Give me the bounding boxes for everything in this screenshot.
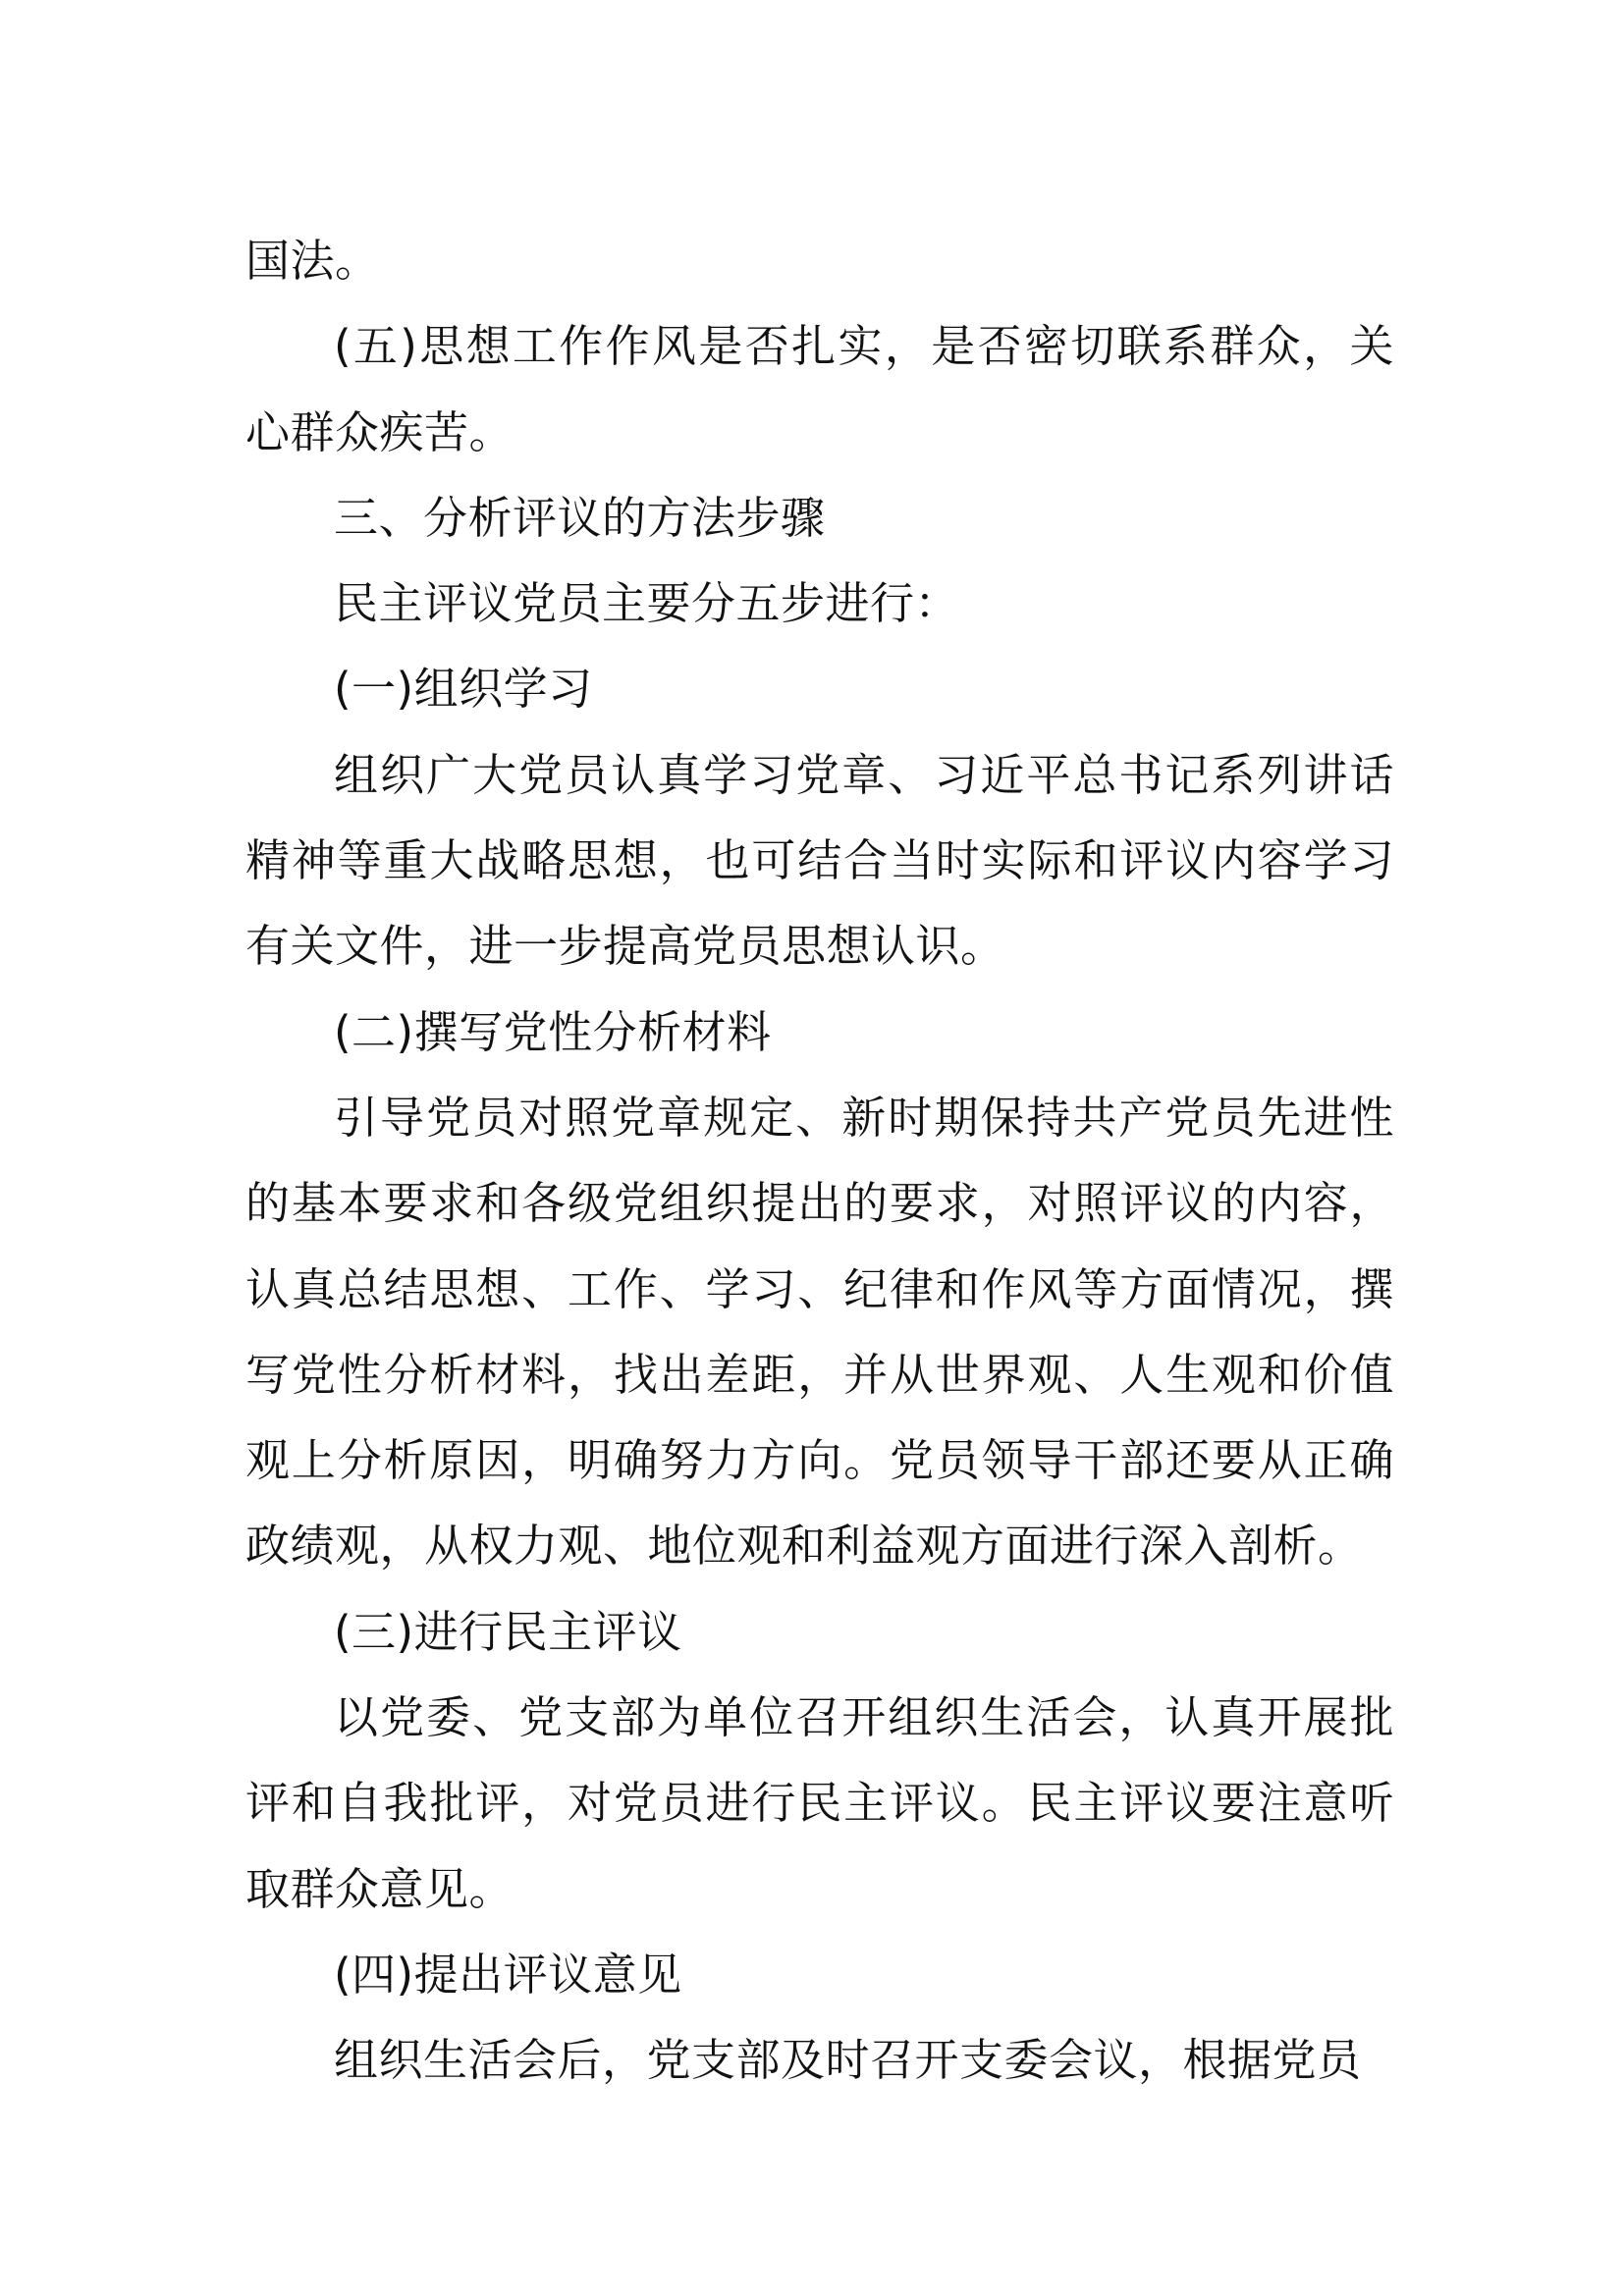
document-body <box>245 218 1394 2104</box>
step-heading-four: (四)提出评议意见 <box>334 1948 682 2001</box>
step-heading-three: (三)进行民主评议 <box>334 1605 682 1658</box>
step-heading-two: (二)撰写党性分析材料 <box>334 1005 772 1058</box>
step-heading-one: (一)组织学习 <box>334 663 593 716</box>
paragraph-step-three: 以党委、党支部为单位召开组织生活会，认真开展批评和自我批评，对党员进行民主评议。民主评议要注意听取群众意见。 <box>245 1691 1394 1915</box>
paragraph-step-two: 引导党员对照党章规定、新时期保持共产党员先进性的基本要求和各级党组织提出的要求，对照评议的内容，认真总结思想、工作、学习、纪律和作风等方面情况，撰写党性分析材料，找出差距，并从世界观、人生观和价值观上分析原因，明确努力方向。党员领导干部还要从正确政绩观，从权力观、地位观和利益观方面进行深入剖析。 <box>245 1091 1394 1573</box>
paragraph-step-one: 组织广大党员认真学习党章、习近平总书记系列讲话精神等重大战略思想，也可结合当时实际和评议内容学习有关文件，进一步提高党员思想认识。 <box>245 748 1394 973</box>
paragraph-intro-steps: 民主评议党员主要分五步进行： <box>334 577 960 630</box>
paragraph-continuation: 国法。 <box>245 235 380 287</box>
paragraph-step-four: 组织生活会后，党支部及时召开支委会议，根据党员 <box>334 2034 1362 2087</box>
section-heading-methods: 三、分析评议的方法步骤 <box>334 491 826 544</box>
paragraph-item-five: (五)思想工作作风是否扎实，是否密切联系群众，关心群众疾苦。 <box>245 320 1394 458</box>
